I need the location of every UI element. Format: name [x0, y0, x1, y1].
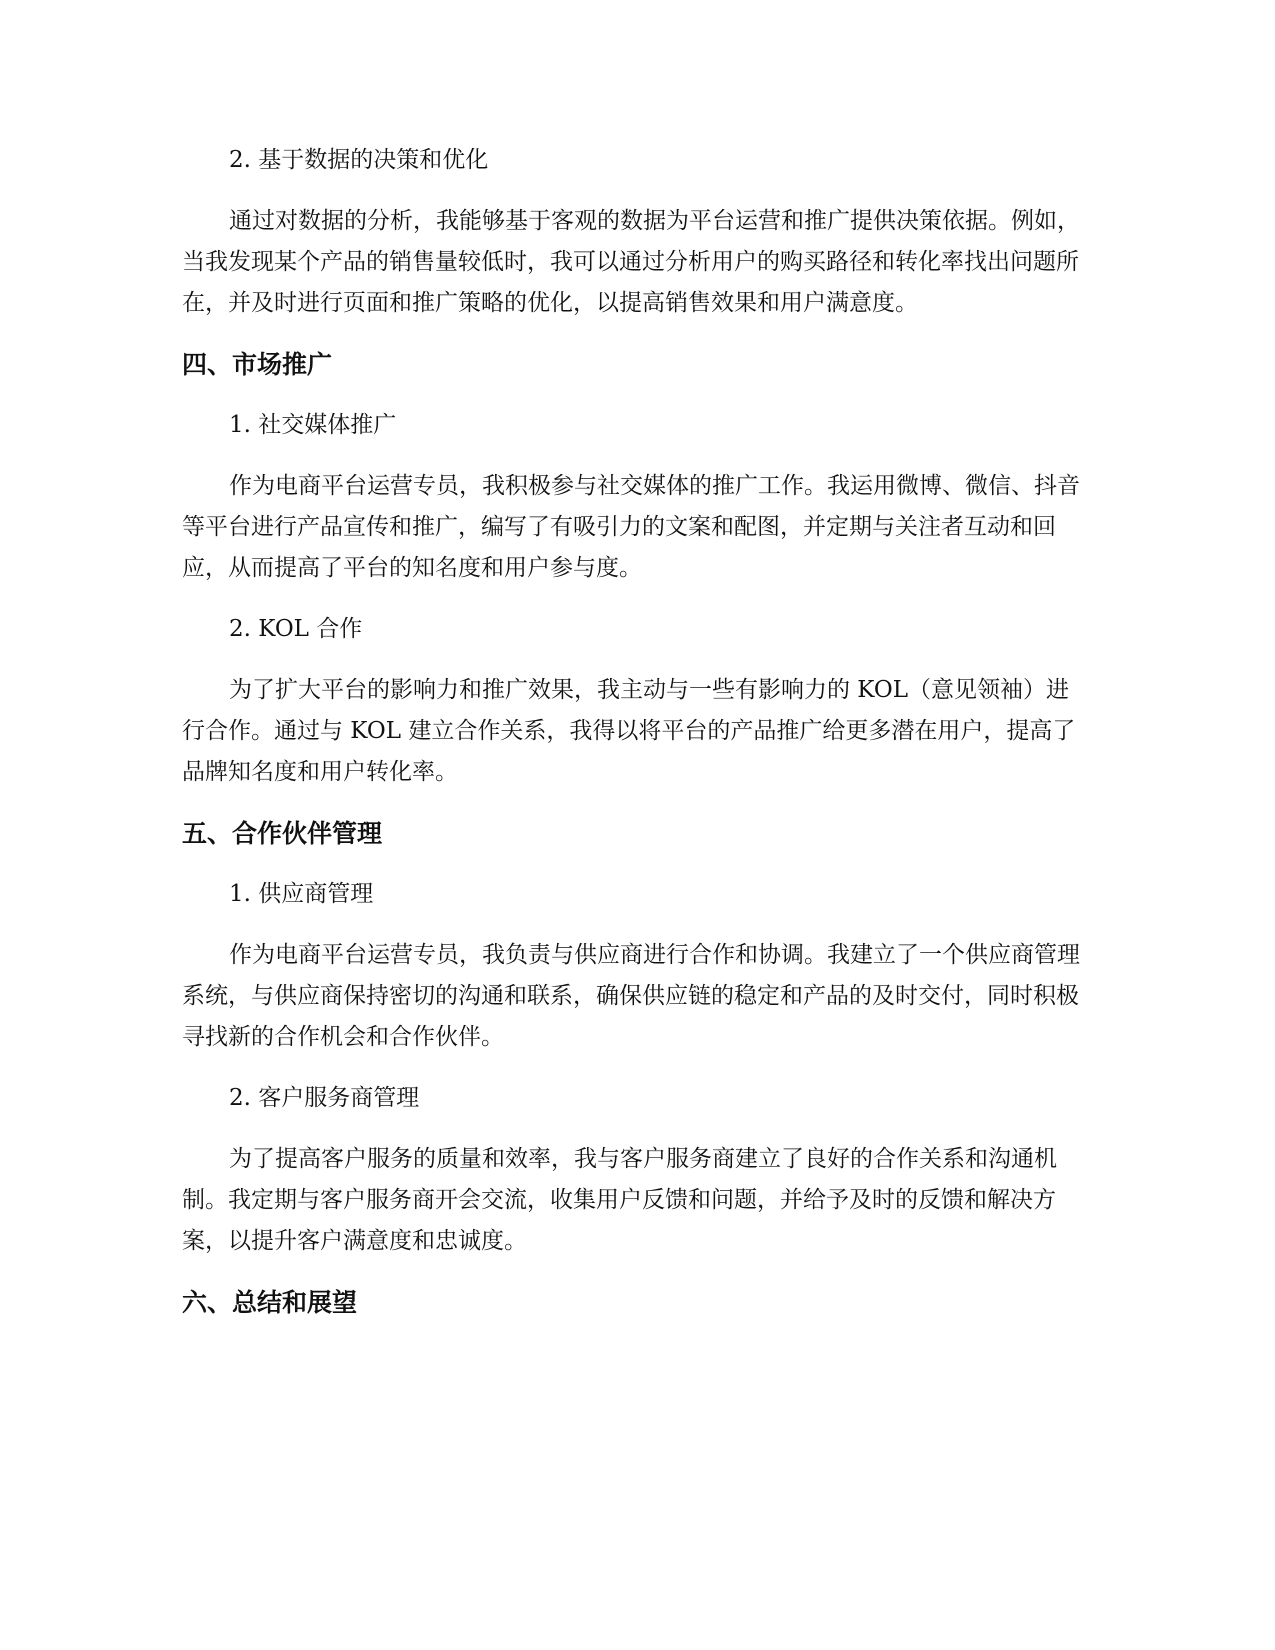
paragraph-data-analysis: 通过对数据的分析，我能够基于客观的数据为平台运营和推广提供决策依据。例如，当我发现某个产品的销售量较低时，我可以通过分析用户的购买路径和转化率找出问题所在，并及时进行页面和推广策略的优化，以提高销售效果和用户满意度。: [182, 208, 1080, 316]
paragraph-customer-service: 为了提高客户服务的质量和效率，我与客户服务商建立了良好的合作关系和沟通机制。我定期与客户服务商开会交流，收集用户反馈和问题，并给予及时的反馈和解决方案，以提升客户满意度和忠诚度。: [182, 1146, 1057, 1254]
subheading-kol: 2. KOL 合作: [229, 616, 363, 642]
paragraph-social-media: 作为电商平台运营专员，我积极参与社交媒体的推广工作。我运用微博、微信、抖音等平台进行产品宣传和推广，编写了有吸引力的文案和配图，并定期与关注者互动和回应，从而提高了平台的知名度和用户参与度。: [182, 473, 1080, 581]
section-heading-partners: 五、合作伙伴管理: [182, 819, 383, 848]
paragraph-suppliers: 作为电商平台运营专员，我负责与供应商进行合作和协调。我建立了一个供应商管理系统，与供应商保持密切的沟通和联系，确保供应链的稳定和产品的及时交付，同时积极寻找新的合作机会和合作伙伴。: [182, 942, 1080, 1050]
section-heading-marketing: 四、市场推广: [182, 350, 333, 379]
section-heading-summary: 六、总结和展望: [182, 1288, 358, 1317]
subheading-social-media: 1. 社交媒体推广: [229, 412, 397, 438]
subheading-data-decision: 2. 基于数据的决策和优化: [229, 147, 489, 173]
document-body: [182, 140, 1082, 1343]
paragraph-kol: 为了扩大平台的影响力和推广效果，我主动与一些有影响力的 KOL（意见领袖）进行合作。通过与 KOL 建立合作关系，我得以将平台的产品推广给更多潜在用户，提高了品牌知名度和用户转化率。: [182, 677, 1076, 785]
subheading-customer-service: 2. 客户服务商管理: [229, 1085, 420, 1111]
subheading-suppliers: 1. 供应商管理: [229, 881, 374, 907]
